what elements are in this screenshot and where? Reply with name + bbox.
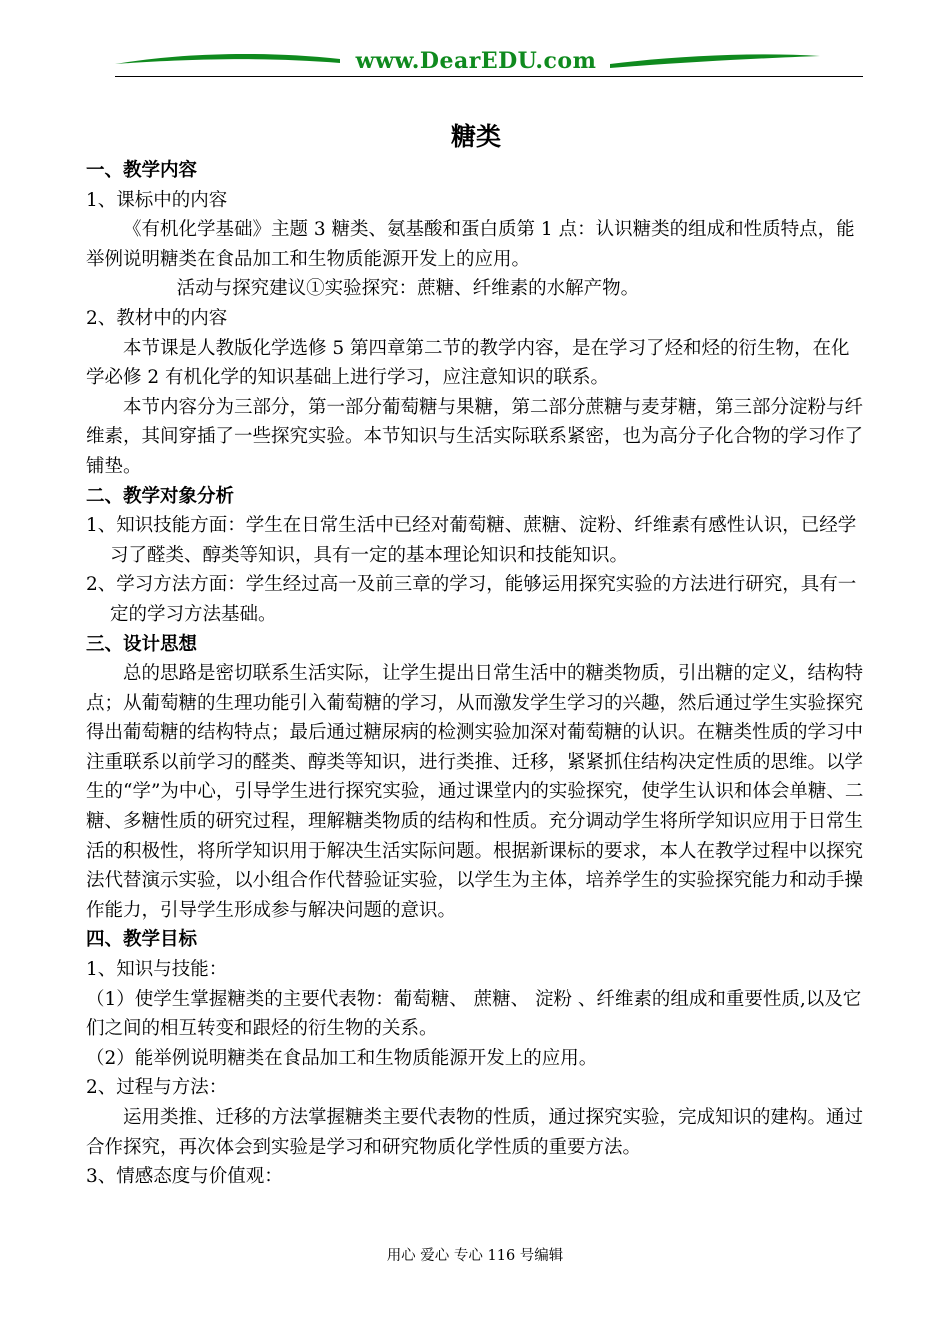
subheading: 2、过程与方法： <box>86 1077 228 1099</box>
subheading: 3、情感态度与价值观： <box>86 1166 283 1188</box>
paragraph: 活动与探究建议①实验探究：蔗糖、纤维素的水解产物。 <box>176 278 640 300</box>
section-heading-4: 四、教学目标 <box>86 929 198 951</box>
header-logo: www.DearEDU.com <box>355 48 597 74</box>
header-rule <box>115 76 863 77</box>
paragraph: 《有机化学基础》主题 3 糖类、氨基酸和蛋白质第 1 点：认识糖类的组成和性质特点，能举例说明糖类在食品加工和生物质能源开发上的应用。 <box>86 219 855 270</box>
subheading: 1、课标中的内容 <box>86 189 228 211</box>
paragraph: 本节课是人教版化学选修 5 第四章第二节的教学内容，是在学习了烃和烃的衍生物，在化学必修 2 有机化学的知识基础上进行学习，应注意知识的联系。 <box>86 337 850 389</box>
page-footer: 用心 爱心 专心 116 号编辑 <box>386 1248 564 1264</box>
subheading: 1、知识与技能： <box>86 959 228 981</box>
paragraph: 总的思路是密切联系生活实际，让学生提出日常生活中的糖类物质，引出糖的定义，结构特点；从葡萄糖的生理功能引入葡萄糖的学习，从而激发学生学习的兴趣，然后通过学生实验探究得出葡萄糖的结构特点；最后通过糖尿病的检测实验加深对葡萄糖的认识。在糖类性质的学习中注重联系以前学习的醛类、醇类等知识，进行类推、迁移，紧紧抓住结构决定性质的思维。以学生的“学”为中心，引导学生进行探究实验，通过课堂内的实验探究，使学生认识和体会单糖、二糖、多糖性质的研究过程，理解糖类物质的结构和性质。充分调动学生将所学知识应用于日常生活的积极性，将所学知识用于解决生活实际问题。根据新课标的要求，本人在教学过程中以探究法代替演示实验，以小组合作代替验证实验，以学生为主体，培养学生的实验探究能力和动手操作能力，引导学生形成参与解决问题的意识。 <box>86 663 864 921</box>
paragraph: 运用类推、迁移的方法掌握糖类主要代表物的性质，通过探究实验，完成知识的建构。通过合作探究，再次体会到实验是学习和研究物质化学性质的重要方法。 <box>86 1107 864 1158</box>
subheading: 2、教材中的内容 <box>86 307 228 329</box>
section-heading-1: 一、教学内容 <box>86 160 198 181</box>
section-heading-3: 三、设计思想 <box>86 633 198 655</box>
page-title: 糖类 <box>450 122 501 151</box>
list-item: 2、学习方法方面：学生经过高一及前三章的学习，能够运用探究实验的方法进行研究，具有一定的学习方法基础。 <box>86 574 857 625</box>
section-heading-2: 二、教学对象分析 <box>86 485 235 507</box>
list-item: 1、知识技能方面：学生在日常生活中已经对葡萄糖、蔗糖、淀粉、纤维素有感性认识，已经学习了醛类、醇类等知识，具有一定的基本理论知识和技能知识。 <box>86 515 857 566</box>
document-body <box>86 118 866 1192</box>
paragraph: 本节内容分为三部分，第一部分葡萄糖与果糖，第二部分蔗糖与麦芽糖，第三部分淀粉与纤维素，其间穿插了一些探究实验。本节知识与生活实际联系紧密，也为高分子化合物的学习作了铺垫。 <box>86 396 864 477</box>
list-item: （1）使学生掌握糖类的主要代表物：葡萄糖、 蔗糖、 淀粉 、纤维素的组成和重要性质,以及它们之间的相互转变和跟烃的衍生物的关系。 <box>86 988 862 1040</box>
list-item: （2）能举例说明糖类在食品加工和生物质能源开发上的应用。 <box>86 1047 598 1069</box>
